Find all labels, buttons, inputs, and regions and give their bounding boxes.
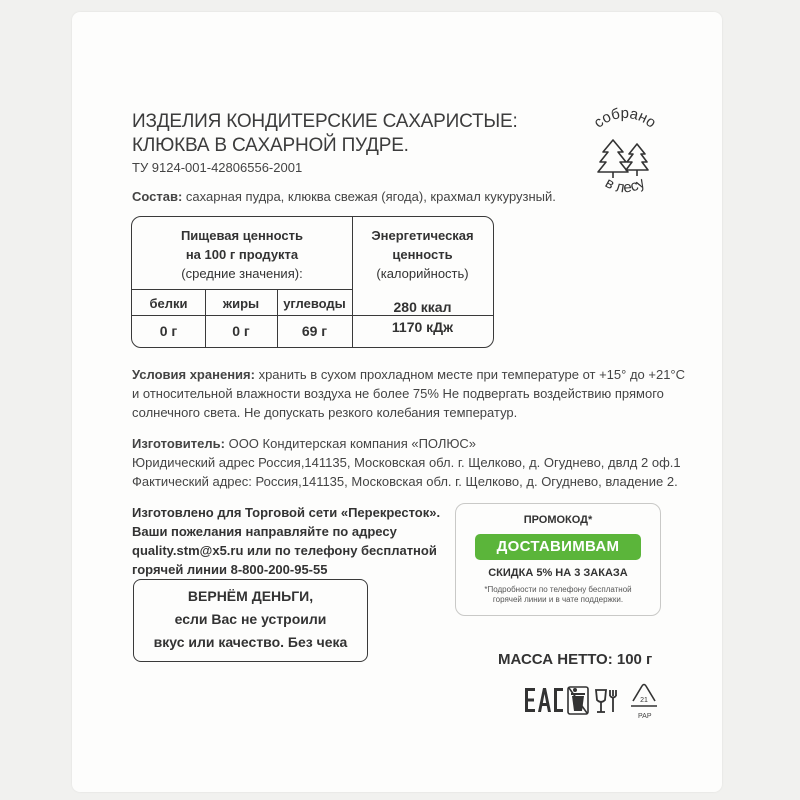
forest-badge-icon bbox=[575, 98, 675, 218]
promo-discount: СКИДКА 5% НА 3 ЗАКАЗА bbox=[488, 567, 628, 579]
energy-value: 280 ккал 1170 кДж bbox=[391, 299, 454, 335]
energy-header: Энергетическая ценность (калорийность) bbox=[371, 228, 474, 281]
carbs-value: 69 г bbox=[301, 323, 328, 339]
protein-label: белки bbox=[149, 296, 188, 311]
promo-code: ДОСТАВИМВАМ bbox=[475, 534, 641, 560]
food-contact-icon bbox=[596, 690, 616, 712]
badge-bottom-text: в лесу bbox=[602, 174, 648, 197]
retailer-info: Изготовлено для Торговой сети «Перекресток». Ваши пожелания направляйте по адресу quality.stm@x5.ru или по телефону бесплатной горячей линии 8-800-200-95-55 bbox=[132, 505, 441, 577]
storage-conditions: Условия хранения: хранить в сухом прохладном месте при температуре от +15° до +21°С и относительной влажности воздуха не более 75% Не подвергать воздействию прямого солнечного света. Не допускать резкого колебания температур. bbox=[132, 367, 686, 420]
net-weight: МАССА НЕТТО: 100 г bbox=[498, 651, 653, 668]
nutrition-table bbox=[131, 216, 494, 348]
forest-badge bbox=[575, 98, 675, 218]
fat-label: жиры bbox=[222, 296, 260, 311]
recycle-code: 21 bbox=[640, 697, 648, 704]
fat-value: 0 г bbox=[232, 323, 250, 339]
compliance-icons bbox=[525, 682, 675, 722]
badge-top-text: собрано bbox=[590, 104, 660, 132]
refund-guarantee: ВЕРНЁМ ДЕНЬГИ, если Вас не устроили вкус или качество. Без чека bbox=[133, 579, 368, 662]
carbs-label: углеводы bbox=[283, 296, 346, 311]
nutrition-header: Пищевая ценность на 100 г продукта (средние значения): bbox=[180, 228, 304, 281]
promo-title: ПРОМОКОД* bbox=[523, 514, 593, 526]
product-title: ИЗДЕЛИЯ КОНДИТЕРСКИЕ САХАРИСТЫЕ: КЛЮКВА В САХАРНОЙ ПУДРЕ. bbox=[132, 111, 518, 156]
eac-icon bbox=[525, 688, 563, 712]
promo-note: *Подробности по телефону бесплатной горячей линии и в чате поддержки. bbox=[484, 585, 632, 604]
no-litter-icon bbox=[568, 687, 588, 714]
composition: Состав: сахарная пудра, клюква свежая (ягода), крахмал кукурузный. bbox=[132, 189, 556, 204]
protein-value: 0 г bbox=[159, 323, 178, 339]
manufacturer-info: Изготовитель: ООО Кондитерская компания «ПОЛЮС» Юридический адрес Россия,141135, Московская обл. г. Щелково, д. Огуднево, двлд 2 оф.1 Фактический адрес: Россия,141135, Московская обл. г. Щелково, д. Огуднево, владение 2. bbox=[132, 436, 681, 489]
tech-spec-code: ТУ 9124-001-42806556-2001 bbox=[132, 160, 303, 175]
promo-box bbox=[455, 503, 661, 616]
trees-icon bbox=[598, 140, 648, 178]
recycle-material: PAP bbox=[638, 713, 652, 720]
